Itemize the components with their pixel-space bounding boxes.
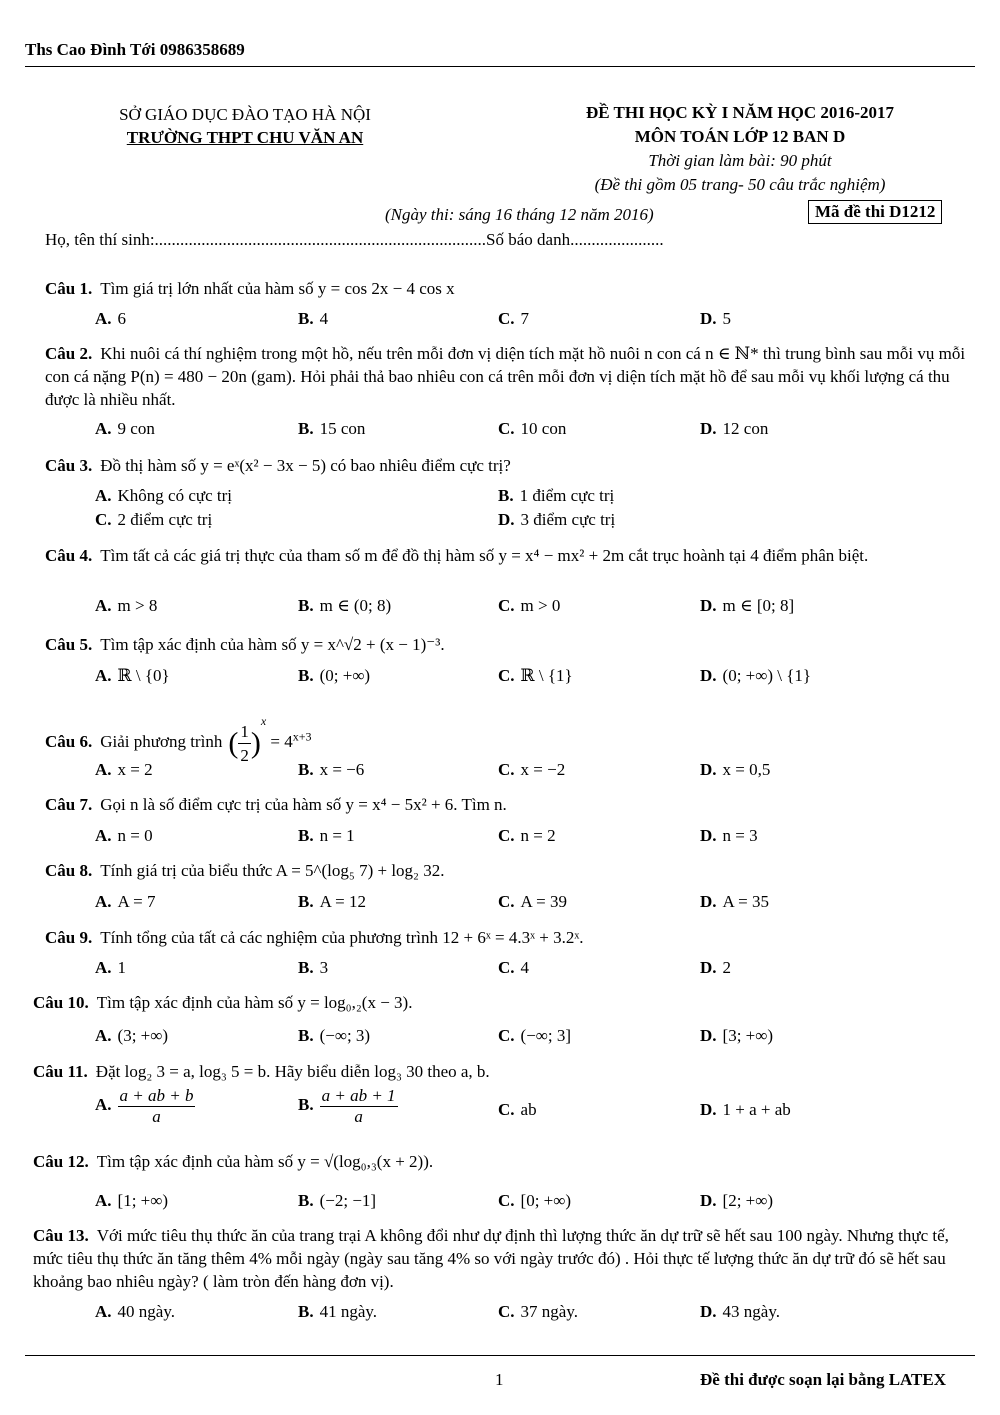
dept-name: SỞ GIÁO DỤC ĐÀO TẠO HÀ NỘI bbox=[119, 105, 371, 124]
option-letter: C. bbox=[95, 510, 112, 529]
option-letter: D. bbox=[700, 1100, 717, 1119]
option-value: A = 7 bbox=[117, 892, 156, 911]
option-letter: B. bbox=[498, 486, 514, 505]
option-value: (0; +∞) \ {1} bbox=[722, 666, 812, 685]
option-d[interactable] bbox=[700, 760, 770, 780]
question-text: Gọi n là số điểm cực trị của hàm số y = x⁴ − 5x² + 6. Tìm n. bbox=[100, 795, 507, 814]
question-2 bbox=[45, 342, 975, 411]
option-a[interactable] bbox=[95, 826, 153, 846]
option-a[interactable] bbox=[95, 1086, 195, 1127]
option-c[interactable] bbox=[498, 1100, 537, 1120]
option-c[interactable] bbox=[498, 596, 560, 616]
option-a[interactable] bbox=[95, 596, 157, 616]
exam-title: ĐỀ THI HỌC KỲ I NĂM HỌC 2016-2017 bbox=[585, 103, 895, 122]
option-value: n = 2 bbox=[520, 826, 556, 845]
option-value: x = 0,5 bbox=[722, 760, 771, 779]
option-a[interactable] bbox=[95, 1191, 168, 1211]
option-b[interactable] bbox=[498, 486, 614, 506]
option-letter: A. bbox=[95, 1026, 112, 1045]
option-c[interactable] bbox=[95, 510, 212, 530]
option-letter: D. bbox=[700, 1026, 717, 1045]
exam-code: Mã đề thi D1212 bbox=[808, 200, 942, 224]
option-b[interactable] bbox=[298, 666, 370, 686]
option-value: m ∈ [0; 8] bbox=[722, 596, 795, 615]
option-value: 1 bbox=[117, 958, 127, 977]
option-c[interactable] bbox=[498, 826, 556, 846]
option-c[interactable] bbox=[498, 1302, 578, 1322]
option-letter: A. bbox=[95, 760, 112, 779]
question-text: Tìm tập xác định của hàm số y = √(log₀,₃(x + 2)). bbox=[96, 1152, 434, 1171]
option-letter: A. bbox=[95, 1302, 112, 1321]
option-value: 2 bbox=[722, 958, 732, 977]
option-a[interactable] bbox=[95, 958, 126, 978]
option-value: 4 bbox=[520, 958, 530, 977]
option-letter: A. bbox=[95, 419, 112, 438]
option-b[interactable] bbox=[298, 958, 328, 978]
option-d[interactable] bbox=[700, 1100, 791, 1120]
left-header bbox=[90, 103, 400, 149]
footer-rule bbox=[25, 1355, 975, 1356]
option-letter: D. bbox=[498, 510, 515, 529]
question-5 bbox=[45, 633, 975, 656]
option-d[interactable] bbox=[700, 666, 811, 686]
option-value: 4 bbox=[319, 309, 329, 328]
option-a[interactable] bbox=[95, 1026, 168, 1046]
question-label: Câu 10. bbox=[33, 993, 89, 1012]
option-letter: B. bbox=[298, 1026, 314, 1045]
question-text: Với mức tiêu thụ thức ăn của trang trại A không đổi như dự định thì lượng thức ăn dự trữ sẽ hết sau 100 ngày. Nhưng thực tế, mức tiêu thụ thức ăn tăng thêm 4% mỗi ngày (ngày sau tăng 4% so với ngày trước đó) . Hỏi thực tế lượng thức ăn dự trữ đó sẽ hết sau khoảng bao nhiêu ngày? ( làm tròn đến hàng đơn vị). bbox=[33, 1226, 949, 1291]
question-text: Đồ thị hàm số y = eˣ(x² − 3x − 5) có bao nhiêu điểm cực trị? bbox=[100, 456, 511, 475]
option-letter: C. bbox=[498, 826, 515, 845]
question-11 bbox=[33, 1060, 975, 1083]
option-letter: D. bbox=[700, 666, 717, 685]
question-label: Câu 7. bbox=[45, 795, 93, 814]
option-b[interactable] bbox=[298, 309, 328, 329]
option-b[interactable] bbox=[298, 826, 355, 846]
option-value: A = 35 bbox=[722, 892, 769, 911]
option-value: ℝ \ {0} bbox=[117, 666, 170, 685]
option-letter: D. bbox=[700, 760, 717, 779]
option-letter: D. bbox=[700, 1191, 717, 1210]
option-a[interactable] bbox=[95, 1302, 175, 1322]
option-value: [0; +∞) bbox=[520, 1191, 572, 1210]
option-d[interactable] bbox=[700, 826, 758, 846]
question-8 bbox=[45, 859, 975, 882]
option-value: 15 con bbox=[319, 419, 366, 438]
option-value: n = 3 bbox=[722, 826, 758, 845]
exam-pages: (Đề thi gồm 05 trang- 50 câu trắc nghiệm) bbox=[594, 175, 886, 194]
option-letter: A. bbox=[95, 666, 112, 685]
option-value: 43 ngày. bbox=[722, 1302, 780, 1321]
option-letter: C. bbox=[498, 892, 515, 911]
option-d[interactable] bbox=[700, 596, 794, 616]
option-value: n = 0 bbox=[117, 826, 153, 845]
option-c[interactable] bbox=[498, 892, 567, 912]
option-letter: B. bbox=[298, 1095, 314, 1115]
option-fraction: $\frac{a + ab + b}{a}$ bbox=[119, 1086, 194, 1126]
option-letter: B. bbox=[298, 826, 314, 845]
header-rule bbox=[25, 66, 975, 67]
option-value: x = 2 bbox=[117, 760, 153, 779]
option-c[interactable] bbox=[498, 760, 565, 780]
question-label: Câu 5. bbox=[45, 635, 93, 654]
option-b[interactable] bbox=[298, 596, 391, 616]
option-value: ab bbox=[520, 1100, 537, 1119]
option-d[interactable] bbox=[700, 1302, 780, 1322]
option-value: 1 điểm cực trị bbox=[519, 486, 615, 505]
option-letter: C. bbox=[498, 1026, 515, 1045]
option-value: ℝ \ {1} bbox=[520, 666, 573, 685]
option-a[interactable] bbox=[95, 760, 153, 780]
question-label: Câu 9. bbox=[45, 928, 93, 947]
option-letter: A. bbox=[95, 1095, 112, 1115]
exam-time: Thời gian làm bài: 90 phút bbox=[648, 151, 832, 170]
option-letter: C. bbox=[498, 1302, 515, 1321]
option-b[interactable] bbox=[298, 1302, 377, 1322]
option-letter: B. bbox=[298, 760, 314, 779]
option-value: 2 điểm cực trị bbox=[117, 510, 213, 529]
option-letter: C. bbox=[498, 309, 515, 328]
option-letter: D. bbox=[700, 892, 717, 911]
question-label: Câu 4. bbox=[45, 546, 93, 565]
option-value: 41 ngày. bbox=[319, 1302, 378, 1321]
option-c[interactable] bbox=[498, 419, 566, 439]
option-a[interactable] bbox=[95, 892, 155, 912]
question-text: Tìm tất cả các giá trị thực của tham số m để đồ thị hàm số y = x⁴ − mx² + 2m cắt trục hoành tại 4 điểm phân biệt. bbox=[100, 546, 869, 565]
question-3 bbox=[45, 454, 975, 477]
option-value: m > 8 bbox=[117, 596, 158, 615]
option-letter: A. bbox=[95, 309, 112, 328]
option-d[interactable] bbox=[700, 1191, 773, 1211]
option-value: (3; +∞) bbox=[117, 1026, 169, 1045]
option-letter: B. bbox=[298, 596, 314, 615]
option-a[interactable] bbox=[95, 309, 126, 329]
option-value: 3 điểm cực trị bbox=[520, 510, 616, 529]
option-value: 6 bbox=[117, 309, 127, 328]
option-b[interactable] bbox=[298, 1086, 398, 1127]
option-value: n = 1 bbox=[319, 826, 355, 845]
option-value: Không có cực trị bbox=[117, 486, 233, 505]
option-c[interactable] bbox=[498, 309, 529, 329]
school-name: TRƯỜNG THPT CHU VĂN AN bbox=[126, 128, 364, 147]
option-value: [3; +∞) bbox=[722, 1026, 774, 1045]
option-value: 3 bbox=[319, 958, 329, 977]
option-letter: A. bbox=[95, 826, 112, 845]
question-label: Câu 1. bbox=[45, 279, 93, 298]
option-value: 40 ngày. bbox=[117, 1302, 175, 1321]
exam-subject: MÔN TOÁN LỚP 12 BAN D bbox=[634, 127, 846, 146]
option-letter: D. bbox=[700, 958, 717, 977]
option-c[interactable] bbox=[498, 1191, 571, 1211]
option-b[interactable] bbox=[298, 760, 364, 780]
option-letter: D. bbox=[700, 309, 717, 328]
option-a[interactable] bbox=[95, 486, 232, 506]
option-letter: D. bbox=[700, 1302, 717, 1321]
question-12 bbox=[33, 1150, 975, 1173]
equation-fraction: ( $\frac{1}{2}$ )$^x = 4^{x+3}$ bbox=[228, 714, 312, 765]
option-letter: A. bbox=[95, 1191, 112, 1210]
question-label: Câu 2. bbox=[45, 344, 93, 363]
question-label: Câu 11. bbox=[33, 1062, 88, 1081]
option-b[interactable] bbox=[298, 1026, 370, 1046]
option-letter: C. bbox=[498, 760, 515, 779]
option-value: (−∞; 3) bbox=[319, 1026, 371, 1045]
option-value: [2; +∞) bbox=[722, 1191, 774, 1210]
option-letter: A. bbox=[95, 892, 112, 911]
option-letter: B. bbox=[298, 419, 314, 438]
option-value: A = 12 bbox=[319, 892, 367, 911]
option-value: x = −2 bbox=[520, 760, 566, 779]
question-7 bbox=[45, 793, 975, 816]
option-letter: B. bbox=[298, 892, 314, 911]
question-label: Câu 6. bbox=[45, 732, 93, 751]
option-letter: A. bbox=[95, 958, 112, 977]
option-value: 5 bbox=[722, 309, 732, 328]
option-value: 12 con bbox=[722, 419, 769, 438]
option-letter: B. bbox=[298, 666, 314, 685]
question-label: Câu 12. bbox=[33, 1152, 89, 1171]
question-6 bbox=[45, 710, 975, 767]
option-value: 7 bbox=[520, 309, 530, 328]
option-value: x = −6 bbox=[319, 760, 365, 779]
question-10 bbox=[33, 991, 975, 1014]
option-value: (0; +∞) bbox=[319, 666, 371, 685]
question-text: Đặt log₂ 3 = a, log₃ 5 = b. Hãy biểu diễn log₃ 30 theo a, b. bbox=[95, 1062, 490, 1081]
option-b[interactable] bbox=[298, 419, 365, 439]
question-text: Tìm tập xác định của hàm số y = log₀,₂(x − 3). bbox=[96, 993, 413, 1012]
question-1 bbox=[45, 277, 975, 300]
question-text: Khi nuôi cá thí nghiệm trong một hồ, nếu trên mỗi đơn vị diện tích mặt hồ nuôi n con cá n ∈ ℕ* thì trung bình sau mỗi vụ mỗi con cá nặng P(n) = 480 − 20n (gam). Hỏi phải thả bao nhiêu con cá trên mỗi đơn vị diện tích mặt hồ để sau mỗi vụ khối lượng cá thu được là nhiều nhất. bbox=[45, 344, 966, 409]
option-d[interactable] bbox=[700, 419, 768, 439]
option-value: 1 + a + ab bbox=[722, 1100, 791, 1119]
option-c[interactable] bbox=[498, 1026, 571, 1046]
option-letter: D. bbox=[700, 419, 717, 438]
option-value: m ∈ (0; 8) bbox=[319, 596, 392, 615]
option-letter: A. bbox=[95, 486, 112, 505]
option-letter: C. bbox=[498, 666, 515, 685]
option-letter: C. bbox=[498, 419, 515, 438]
option-letter: C. bbox=[498, 1100, 515, 1119]
option-a[interactable] bbox=[95, 666, 170, 686]
option-d[interactable] bbox=[498, 510, 615, 530]
option-letter: C. bbox=[498, 1191, 515, 1210]
option-letter: D. bbox=[700, 596, 717, 615]
question-9 bbox=[45, 926, 975, 949]
exam-date: (Ngày thi: sáng 16 tháng 12 năm 2016) bbox=[385, 205, 654, 224]
option-value: m > 0 bbox=[520, 596, 561, 615]
option-value: (−2; −1] bbox=[319, 1191, 377, 1210]
option-letter: B. bbox=[298, 1302, 314, 1321]
page-number: 1 bbox=[495, 1370, 504, 1389]
option-letter: D. bbox=[700, 826, 717, 845]
option-a[interactable] bbox=[95, 419, 155, 439]
student-info-line: Họ, tên thí sinh:..............................................................................Số báo danh...................... bbox=[45, 230, 664, 249]
question-4 bbox=[45, 544, 975, 567]
footer-note: Đề thi được soạn lại bằng LATEX bbox=[700, 1370, 947, 1389]
option-letter: B. bbox=[298, 309, 314, 328]
option-d[interactable] bbox=[700, 892, 769, 912]
option-value: [1; +∞) bbox=[117, 1191, 169, 1210]
option-value: 37 ngày. bbox=[520, 1302, 578, 1321]
question-label: Câu 13. bbox=[33, 1226, 89, 1245]
option-letter: C. bbox=[498, 596, 515, 615]
question-label: Câu 3. bbox=[45, 456, 93, 475]
option-c[interactable] bbox=[498, 666, 573, 686]
option-letter: B. bbox=[298, 1191, 314, 1210]
option-d[interactable] bbox=[700, 309, 731, 329]
option-letter: A. bbox=[95, 596, 112, 615]
option-value: (−∞; 3] bbox=[520, 1026, 572, 1045]
question-text: Giải phương trình bbox=[100, 732, 223, 751]
question-text: Tính tổng của tất cả các nghiệm của phương trình 12 + 6ˣ = 4.3ˣ + 3.2ˣ. bbox=[100, 928, 584, 947]
question-label: Câu 8. bbox=[45, 861, 93, 880]
author-line: Ths Cao Đình Tới 0986358689 bbox=[25, 40, 245, 59]
option-fraction: $\frac{a + ab + 1}{a}$ bbox=[321, 1086, 396, 1126]
right-header bbox=[520, 101, 960, 197]
option-value: 10 con bbox=[520, 419, 567, 438]
option-b[interactable] bbox=[298, 892, 366, 912]
question-text: Tìm giá trị lớn nhất của hàm số y = cos 2x − 4 cos x bbox=[100, 279, 455, 298]
option-value: A = 39 bbox=[520, 892, 567, 911]
question-13 bbox=[33, 1224, 975, 1293]
option-letter: B. bbox=[298, 958, 314, 977]
option-b[interactable] bbox=[298, 1191, 376, 1211]
question-text: Tìm tập xác định của hàm số y = x^√2 + (x − 1)⁻³. bbox=[100, 635, 445, 654]
question-text: Tính giá trị của biểu thức A = 5^(log₅ 7) + log₂ 32. bbox=[100, 861, 445, 880]
option-value: 9 con bbox=[117, 419, 155, 438]
option-d[interactable] bbox=[700, 1026, 773, 1046]
option-d[interactable] bbox=[700, 958, 731, 978]
option-c[interactable] bbox=[498, 958, 529, 978]
option-letter: C. bbox=[498, 958, 515, 977]
